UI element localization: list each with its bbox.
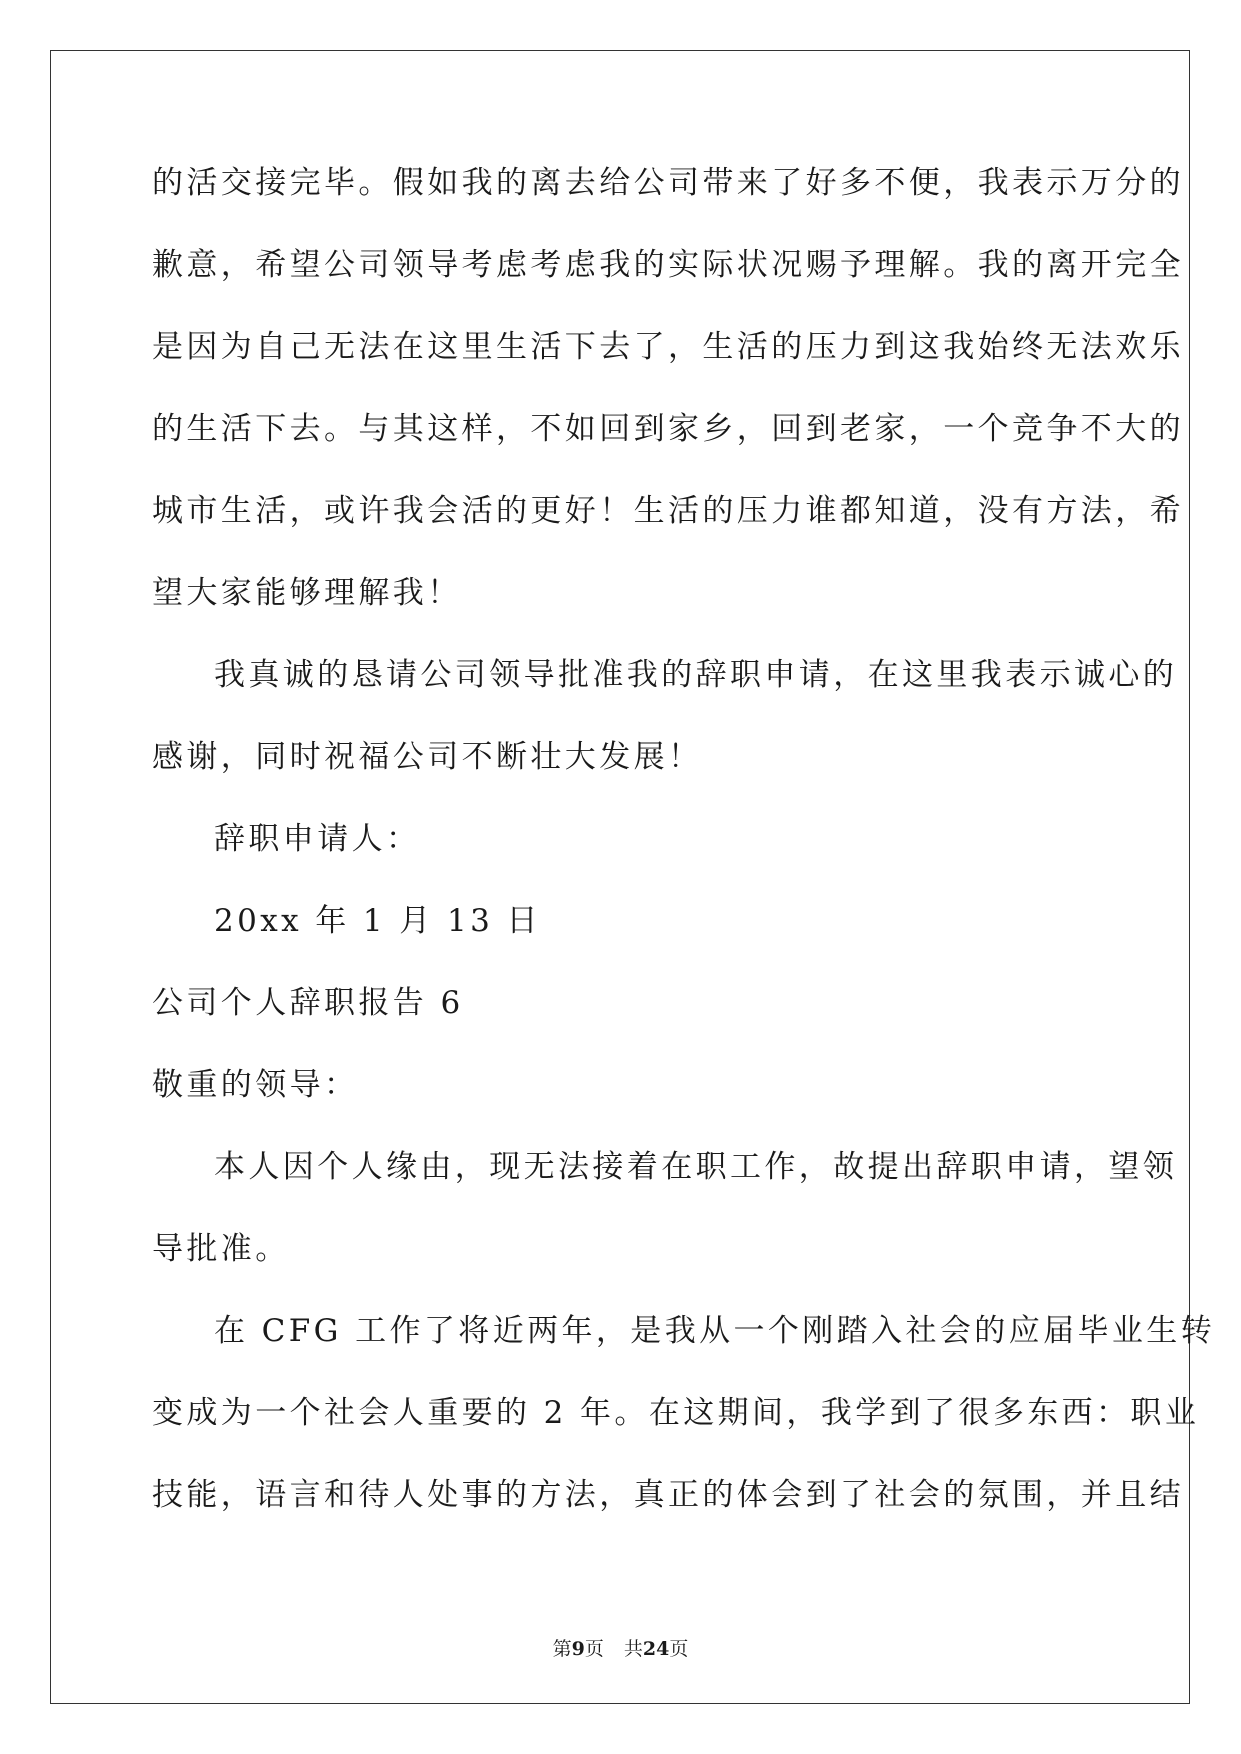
- text-line: 技能，语言和待人处事的方法，真正的体会到了社会的氛围，并且结: [152, 1477, 1184, 1513]
- text-line: 的活交接完毕。假如我的离去给公司带来了好多不便，我表示万分的: [152, 165, 1184, 201]
- paragraph-start-line: 在 CFG 工作了将近两年，是我从一个刚踏入社会的应届毕业生转: [214, 1313, 1216, 1349]
- footer-total-unit: 页: [669, 1638, 689, 1660]
- section-title: 公司个人辞职报告 6: [152, 985, 464, 1021]
- text-line: 感谢，同时祝福公司不断壮大发展！: [152, 739, 703, 775]
- document-body: [152, 158, 1216, 1552]
- text-line: 的生活下去。与其这样，不如回到家乡，回到老家，一个竞争不大的: [152, 411, 1184, 447]
- text-line: 变成为一个社会人重要的 2 年。在这期间，我学到了很多东西：职业: [152, 1395, 1200, 1431]
- current-page-number: 9: [571, 1638, 585, 1660]
- date-line: 20xx 年 1 月 13 日: [214, 903, 541, 939]
- page-footer: [0, 1634, 1241, 1661]
- paragraph-start-line: 我真诚的恳请公司领导批准我的辞职申请，在这里我表示诚心的: [214, 657, 1178, 693]
- text-line: 歉意，希望公司领导考虑考虑我的实际状况赐予理解。我的离开完全: [152, 247, 1184, 283]
- text-line: 城市生活，或许我会活的更好！生活的压力谁都知道，没有方法，希: [152, 493, 1184, 529]
- text-line: 导批准。: [152, 1231, 290, 1267]
- footer-page-unit: 页: [584, 1638, 604, 1660]
- text-line: 望大家能够理解我！: [152, 575, 462, 611]
- footer-total-prefix: 共: [623, 1638, 643, 1660]
- salutation: 敬重的领导：: [152, 1067, 359, 1103]
- signature-label: 辞职申请人：: [214, 821, 421, 857]
- total-page-count: 24: [642, 1638, 670, 1660]
- paragraph-start-line: 本人因个人缘由，现无法接着在职工作，故提出辞职申请，望领: [214, 1149, 1178, 1185]
- text-line: 是因为自己无法在这里生活下去了，生活的压力到这我始终无法欢乐: [152, 329, 1184, 365]
- footer-prefix: 第: [552, 1638, 572, 1660]
